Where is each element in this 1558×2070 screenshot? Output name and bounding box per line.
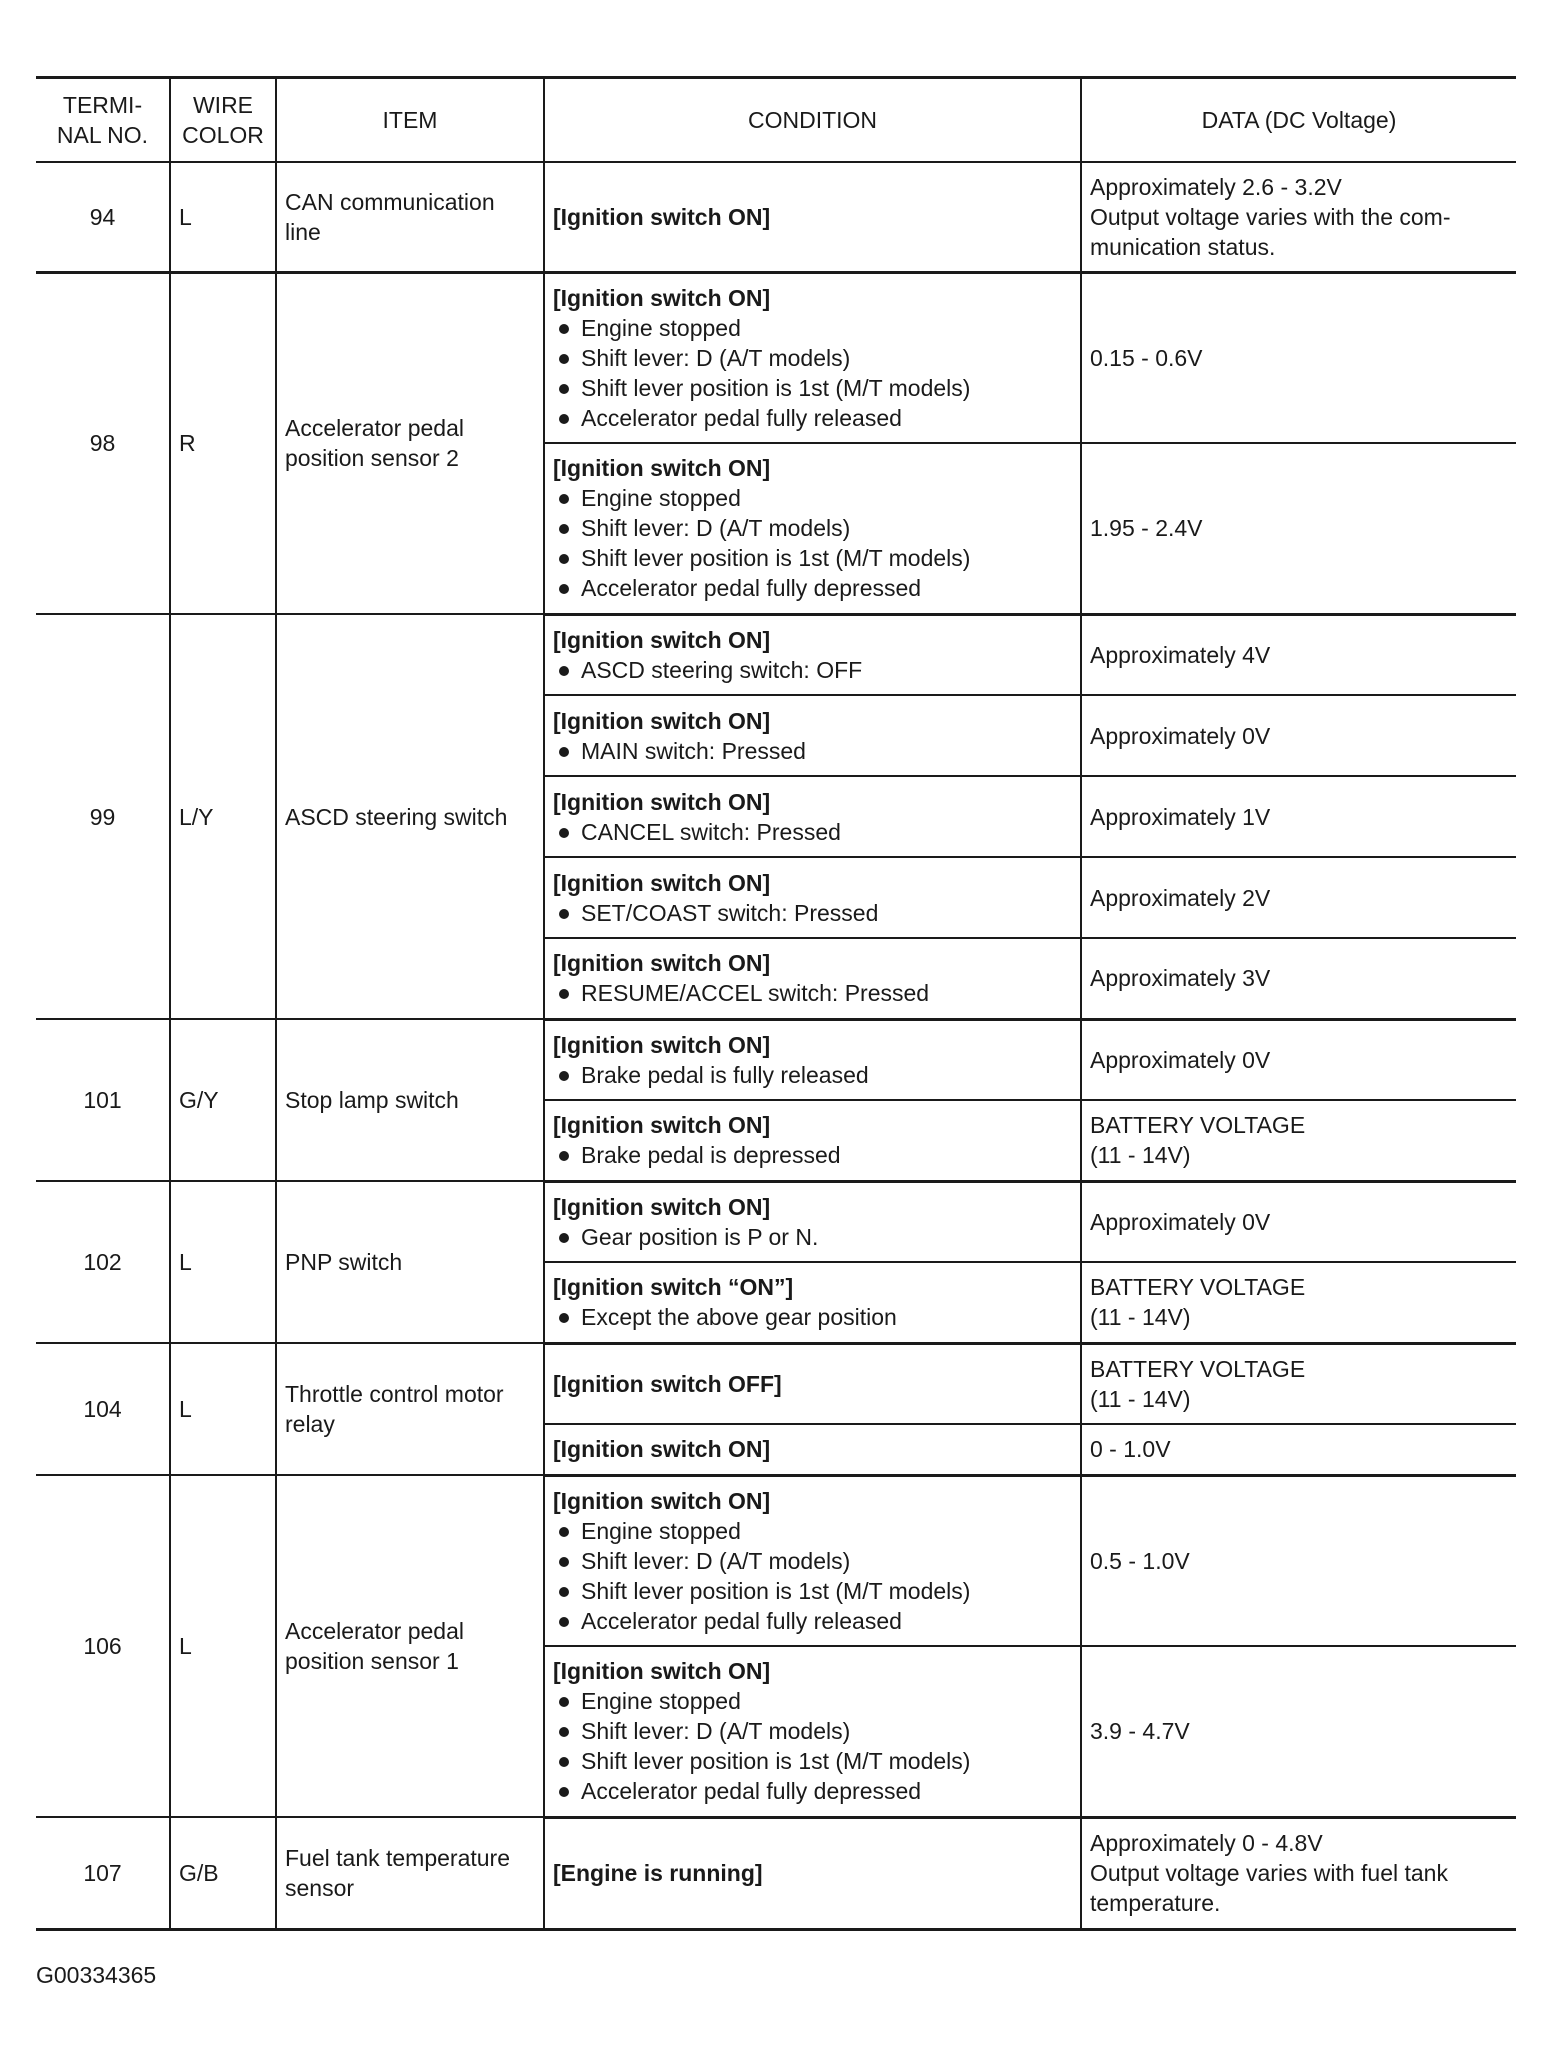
condition-bullets: [553, 1686, 1072, 1806]
data-cell: 0.5 - 1.0V: [1081, 1475, 1516, 1646]
condition-bullet: Shift lever position is 1st (M/T models): [553, 373, 1072, 403]
terminal-no-cell: 104: [36, 1343, 170, 1475]
condition-bullet: Brake pedal is fully released: [553, 1060, 1072, 1090]
wire-color-cell: L: [170, 1181, 276, 1343]
terminal-no-cell: 94: [36, 162, 170, 272]
condition-cell: [Ignition switch ON] Engine stopped Shift lever: D (A/T models) Shift lever position is 1st (M/T models) Accelerator pedal fully released: [544, 272, 1081, 443]
condition-cell: [Ignition switch OFF]: [544, 1343, 1081, 1424]
data-cell: BATTERY VOLTAGE (11 - 14V): [1081, 1100, 1516, 1181]
condition-bullet: Engine stopped: [553, 313, 1072, 343]
condition-bullet: Accelerator pedal fully released: [553, 403, 1072, 433]
item-cell: CAN communication line: [276, 162, 544, 272]
header-terminal-no: TERMI- NAL NO.: [36, 78, 170, 163]
condition-bullet: Engine stopped: [553, 483, 1072, 513]
wire-color-cell: R: [170, 272, 276, 614]
condition-bullet: Brake pedal is depressed: [553, 1140, 1072, 1170]
terminal-no-cell: 99: [36, 614, 170, 1019]
terminal-data-table: [36, 76, 1516, 1931]
table-row: [36, 1475, 1516, 1646]
condition-bullet: Accelerator pedal fully released: [553, 1606, 1072, 1636]
condition-bullet: Shift lever position is 1st (M/T models): [553, 543, 1072, 573]
data-cell: 1.95 - 2.4V: [1081, 443, 1516, 614]
condition-bullet: Shift lever position is 1st (M/T models): [553, 1746, 1072, 1776]
condition-cell: [Engine is running]: [544, 1817, 1081, 1929]
condition-bullet: Accelerator pedal fully depressed: [553, 573, 1072, 603]
terminal-no-cell: 102: [36, 1181, 170, 1343]
data-cell: Approximately 0V: [1081, 695, 1516, 776]
data-cell: Approximately 3V: [1081, 938, 1516, 1019]
condition-bullet: Gear position is P or N.: [553, 1222, 1072, 1252]
terminal-data-table-sheet: [36, 76, 1516, 1931]
table-row: [36, 162, 1516, 272]
data-cell: Approximately 1V: [1081, 776, 1516, 857]
table-row: [36, 1181, 1516, 1262]
condition-cell: [Ignition switch ON]: [544, 162, 1081, 272]
condition-cell: [Ignition switch ON] CANCEL switch: Pressed: [544, 776, 1081, 857]
header-wire-color: WIRE COLOR: [170, 78, 276, 163]
figure-code: G00334365: [36, 1962, 157, 1988]
data-cell: Approximately 0 - 4.8V Output voltage varies with fuel tank temperature.: [1081, 1817, 1516, 1929]
data-cell: 0.15 - 0.6V: [1081, 272, 1516, 443]
condition-cell: [Ignition switch ON] ASCD steering switch: OFF: [544, 614, 1081, 695]
condition-cell: [Ignition switch ON] SET/COAST switch: Pressed: [544, 857, 1081, 938]
condition-cell: [Ignition switch ON] MAIN switch: Pressed: [544, 695, 1081, 776]
condition-cell: [Ignition switch ON] Engine stopped Shift lever: D (A/T models) Shift lever position is 1st (M/T models) Accelerator pedal fully depressed: [544, 1646, 1081, 1817]
data-cell: Approximately 2V: [1081, 857, 1516, 938]
condition-bullets: [553, 313, 1072, 433]
item-cell: Fuel tank temperature sensor: [276, 1817, 544, 1929]
condition-bullet: Engine stopped: [553, 1686, 1072, 1716]
item-cell: PNP switch: [276, 1181, 544, 1343]
condition-bullet: Shift lever: D (A/T models): [553, 1546, 1072, 1576]
condition-cell: [Ignition switch ON] Engine stopped Shift lever: D (A/T models) Shift lever position is 1st (M/T models) Accelerator pedal fully released: [544, 1475, 1081, 1646]
terminal-no-cell: 98: [36, 272, 170, 614]
data-cell: Approximately 0V: [1081, 1019, 1516, 1100]
condition-bullets: [553, 483, 1072, 603]
wire-color-cell: L/Y: [170, 614, 276, 1019]
data-cell: BATTERY VOLTAGE (11 - 14V): [1081, 1262, 1516, 1343]
data-cell: Approximately 4V: [1081, 614, 1516, 695]
condition-cell: [Ignition switch ON] Brake pedal is fully released: [544, 1019, 1081, 1100]
data-cell: BATTERY VOLTAGE (11 - 14V): [1081, 1343, 1516, 1424]
condition-cell: [Ignition switch ON] Engine stopped Shift lever: D (A/T models) Shift lever position is 1st (M/T models) Accelerator pedal fully depressed: [544, 443, 1081, 614]
condition-bullet: Shift lever: D (A/T models): [553, 1716, 1072, 1746]
condition-cell: [Ignition switch “ON”] Except the above gear position: [544, 1262, 1081, 1343]
wire-color-cell: L: [170, 1343, 276, 1475]
wire-color-cell: L: [170, 1475, 276, 1817]
condition-bullet: Shift lever: D (A/T models): [553, 513, 1072, 543]
condition-bullet: Shift lever: D (A/T models): [553, 343, 1072, 373]
table-row: [36, 1019, 1516, 1100]
wire-color-cell: G/B: [170, 1817, 276, 1929]
wire-color-cell: L: [170, 162, 276, 272]
condition-bullet: Shift lever position is 1st (M/T models): [553, 1576, 1072, 1606]
condition-bullet: Accelerator pedal fully depressed: [553, 1776, 1072, 1806]
condition-cell: [Ignition switch ON]: [544, 1424, 1081, 1475]
table-row: [36, 614, 1516, 695]
item-cell: Accelerator pedal position sensor 1: [276, 1475, 544, 1817]
data-cell: 0 - 1.0V: [1081, 1424, 1516, 1475]
terminal-no-cell: 107: [36, 1817, 170, 1929]
wire-color-cell: G/Y: [170, 1019, 276, 1181]
table-row: [36, 1343, 1516, 1424]
condition-bullet: RESUME/ACCEL switch: Pressed: [553, 978, 1072, 1008]
item-cell: Accelerator pedal position sensor 2: [276, 272, 544, 614]
condition-cell: [Ignition switch ON] RESUME/ACCEL switch: Pressed: [544, 938, 1081, 1019]
condition-bullet: Engine stopped: [553, 1516, 1072, 1546]
table-row: [36, 1817, 1516, 1929]
item-cell: Stop lamp switch: [276, 1019, 544, 1181]
table-row: [36, 272, 1516, 443]
condition-bullet: SET/COAST switch: Pressed: [553, 898, 1072, 928]
terminal-no-cell: 106: [36, 1475, 170, 1817]
condition-bullet: ASCD steering switch: OFF: [553, 655, 1072, 685]
table-header-row: [36, 78, 1516, 163]
data-cell: Approximately 0V: [1081, 1181, 1516, 1262]
header-condition: CONDITION: [544, 78, 1081, 163]
item-cell: Throttle control motor relay: [276, 1343, 544, 1475]
condition-cell: [Ignition switch ON] Gear position is P or N.: [544, 1181, 1081, 1262]
condition-cell: [Ignition switch ON] Brake pedal is depressed: [544, 1100, 1081, 1181]
condition-bullet: MAIN switch: Pressed: [553, 736, 1072, 766]
condition-bullet: CANCEL switch: Pressed: [553, 817, 1072, 847]
item-cell: ASCD steering switch: [276, 614, 544, 1019]
data-cell: Approximately 2.6 - 3.2V Output voltage varies with the com- munication status.: [1081, 162, 1516, 272]
condition-bullets: [553, 1516, 1072, 1636]
terminal-no-cell: 101: [36, 1019, 170, 1181]
header-item: ITEM: [276, 78, 544, 163]
header-data: DATA (DC Voltage): [1081, 78, 1516, 163]
data-cell: 3.9 - 4.7V: [1081, 1646, 1516, 1817]
condition-bullet: Except the above gear position: [553, 1302, 1072, 1332]
